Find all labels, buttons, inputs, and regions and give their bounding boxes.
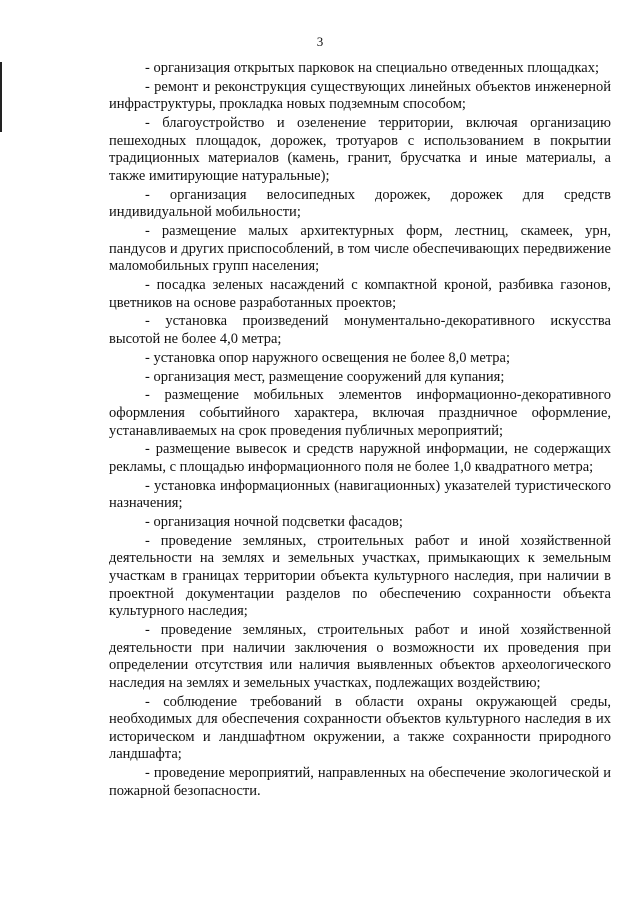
list-item: - организация мест, размещение сооружений для купания;: [145, 368, 505, 385]
list-item: - ремонт и реконструкция существующих линейных объектов инженерной инфраструктуры, прокладка новых подземным способом;: [109, 78, 611, 113]
list-item: - благоустройство и озеленение территории, включая организацию пешеходных площадок, дорожек, тротуаров с использованием в покрытии традиционных материалов (камень, гранит, брусчатка и иные материалы, а также имитирующие натуральные);: [109, 115, 611, 184]
list-item: - размещение мобильных элементов информационно-декоративного оформления событийного характера, включая праздничное оформление, устанавливаемых на срок проведения публичных мероприятий;: [109, 387, 611, 439]
list-item: - проведение мероприятий, направленных на обеспечение экологической и пожарной безопасности.: [109, 765, 611, 799]
list-item: - посадка зеленых насаждений с компактной кроной, разбивка газонов, цветников на основе разработанных проектов;: [109, 277, 611, 311]
list-item: - проведение земляных, строительных работ и иной хозяйственной деятельности при наличии заключения о возможности их проведения при определении отсутствия или наличия выявленных объектов археологического наследия на землях и земельных участках, подлежащих воздействию;: [109, 622, 611, 691]
list-item: - размещение малых архитектурных форм, лестниц, скамеек, урн, пандусов и других приспособлений, в том числе обеспечивающих передвижение маломобильных групп населения;: [109, 223, 611, 275]
list-item: - размещение вывесок и средств наружной информации, не содержащих рекламы, с площадью информационного поля не более 1,0 квадратного метра;: [109, 441, 611, 475]
list-item: - соблюдение требований в области охраны окружающей среды, необходимых для обеспечения сохранности объектов культурного наследия в их историческом и ландшафтном окружении, а также сохранности природного ландшафта;: [109, 693, 611, 763]
list-item: - организация открытых парковок на специально отведенных площадках;: [145, 60, 600, 76]
list-item: - установка информационных (навигационных) указателей туристического назначения;: [109, 477, 611, 512]
page-number: 3: [316, 34, 324, 49]
list-item: - установка опор наружного освещения не более 8,0 метра;: [145, 349, 511, 366]
list-item: - установка произведений монументально-декоративного искусства высотой не более 4,0 метра;: [109, 313, 611, 348]
binding-edge-mark: [0, 62, 2, 132]
list-item: - организация ночной подсветки фасадов;: [145, 514, 403, 531]
list-item: - проведение земляных, строительных работ и иной хозяйственной деятельности на землях и земельных участках, примыкающих к земельным участкам в границах территории объекта культурного наследия, при наличии в проектной документации разделов по обеспечению сохранности объекта культурного наследия;: [109, 532, 611, 620]
list-item: - организация велосипедных дорожек, дорожек для средств индивидуальной мобильности;: [109, 186, 611, 221]
document-body: [109, 60, 611, 802]
